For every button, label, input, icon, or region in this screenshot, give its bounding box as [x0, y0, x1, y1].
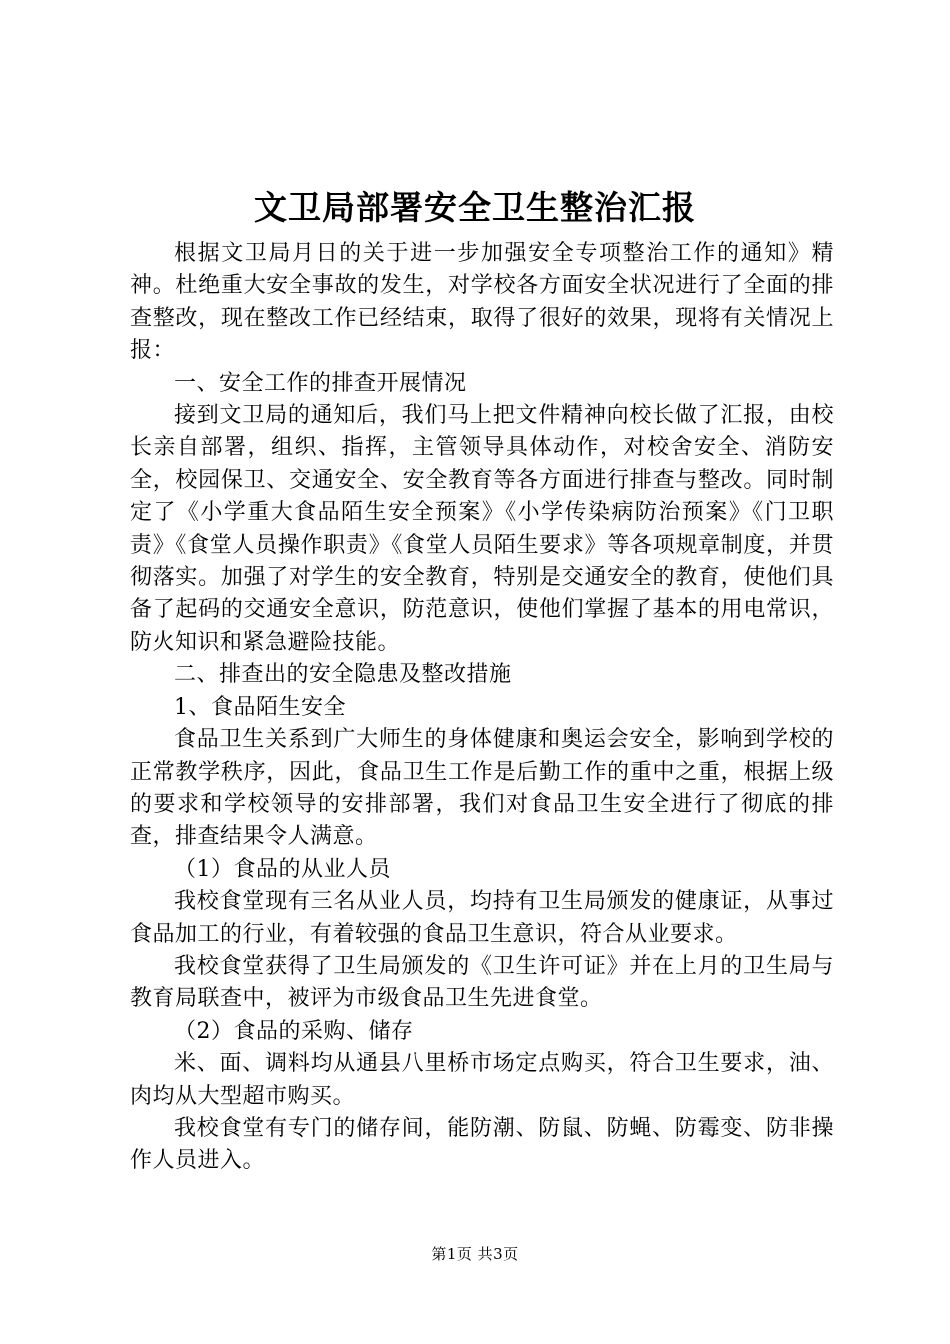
license-paragraph: 我校食堂获得了卫生局颁发的《卫生许可证》并在上月的卫生局与教育局联查中，被评为市级食品卫生先进食堂。: [130, 953, 834, 1012]
food-safety-paragraph: 食品卫生关系到广大师生的身体健康和奥运会安全，影响到学校的正常教学秩序，因此，食品卫生工作是后勤工作的重中之重，根据上级的要求和学校领导的安排部署，我们对食品卫生安全进行了彻底的排查，排查结果令人满意。: [130, 727, 834, 850]
item-heading-staff: （1）食品的从业人员: [174, 856, 391, 882]
storage-paragraph: 我校食堂有专门的储存间，能防潮、防鼠、防蝇、防霉变、防非操作人员进入。: [130, 1115, 834, 1174]
item-heading-purchase-storage: （2）食品的采购、储存: [174, 1018, 414, 1044]
section-heading-1: 一、安全工作的排查开展情况: [174, 370, 467, 396]
section-1-paragraph: 接到文卫局的通知后，我们马上把文件精神向校长做了汇报，由校长亲自部署，组织、指挥，主管领导具体动作，对校舍安全、消防安全，校园保卫、交通安全、安全教育等各方面进行排查与整改。同时制定了《小学重大食品陌生安全预案》《小学传染病防治预案》《门卫职责》《食堂人员操作职责》《食堂人员陌生要求》等各项规章制度，并贯彻落实。加强了对学生的安全教育，特别是交通安全的教育，使他们具备了起码的交通安全意识，防范意识，使他们掌握了基本的用电常识，防火知识和紧急避险技能。: [130, 403, 834, 655]
purchase-paragraph: 米、面、调料均从通县八里桥市场定点购买，符合卫生要求，油、肉均从大型超市购买。: [130, 1051, 834, 1109]
subsection-heading-food-safety: 1、食品陌生安全: [174, 694, 346, 720]
page-footer: 第1页 共3页: [431, 1245, 519, 1263]
staff-paragraph: 我校食堂现有三名从业人员，均持有卫生局颁发的健康证，从事过食品加工的行业，有着较强的食品卫生意识，符合从业要求。: [130, 889, 834, 947]
document-body: [130, 238, 834, 1178]
document-title: 文卫局部署安全卫生整治汇报: [254, 188, 696, 227]
intro-paragraph: 根据文卫局月日的关于进一步加强安全专项整治工作的通知》精神。杜绝重大安全事故的发生，对学校各方面安全状况进行了全面的排查整改，现在整改工作已经结束，取得了很好的效果，现将有关情况上报：: [130, 241, 834, 364]
section-heading-2: 二、排查出的安全隐患及整改措施: [174, 662, 512, 688]
